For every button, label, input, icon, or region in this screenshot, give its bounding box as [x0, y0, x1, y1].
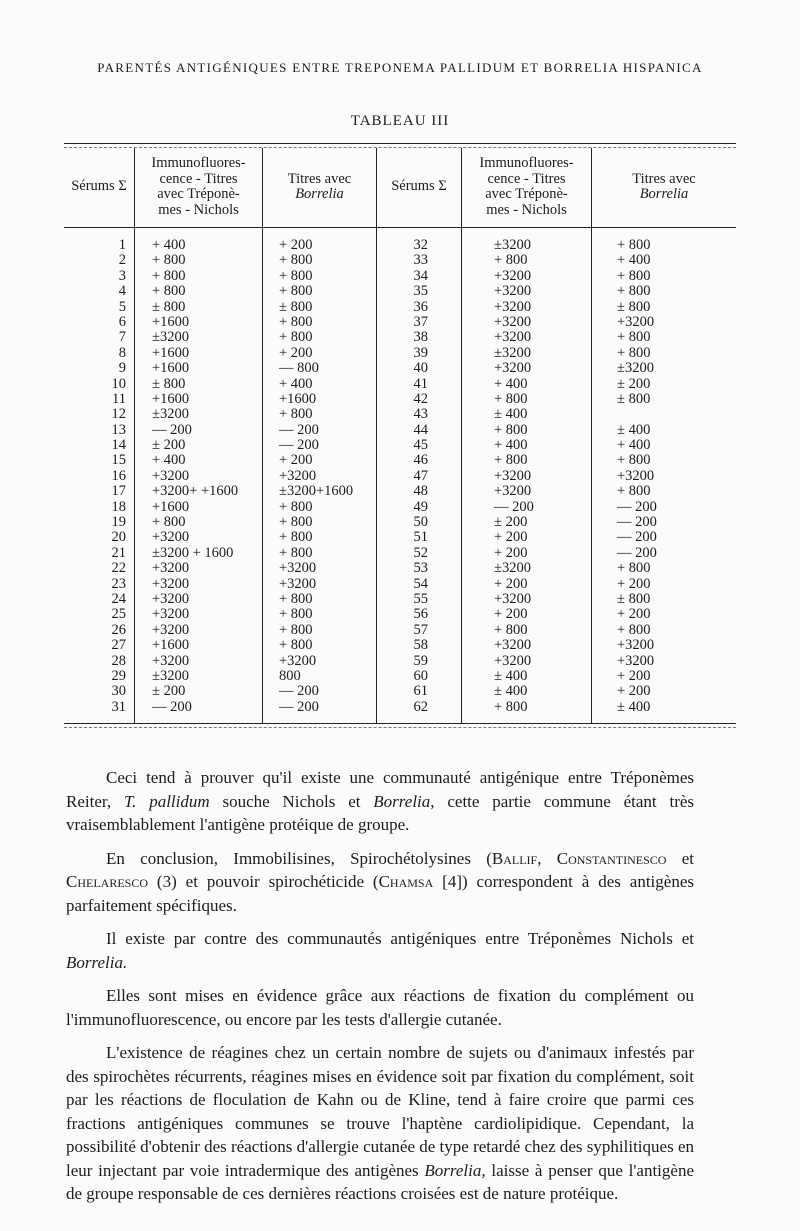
table-cell: + 800 [279, 283, 313, 300]
table-cell: 59 [413, 652, 428, 669]
table-cell: +3200 [494, 313, 532, 330]
table-cell: 37 [413, 313, 428, 330]
table-cell: + 800 [152, 267, 186, 284]
table-cell: — 200 [279, 421, 319, 438]
table-cell: +3200 [617, 652, 655, 669]
table-cell: +3200 [279, 560, 317, 577]
table-cell: +3200 [279, 467, 317, 484]
table-cell: 62 [413, 698, 428, 715]
table-cell: 52 [413, 544, 428, 561]
column-left-borrelia [279, 238, 375, 715]
table-cell: ± 400 [494, 683, 528, 700]
table-cell: 11 [112, 390, 126, 407]
header-line: mes - Nichols [158, 201, 239, 218]
col-divider [461, 148, 462, 723]
header-line: Immunofluores- [479, 155, 574, 171]
table-cell: + 800 [279, 267, 313, 284]
table-cell: + 200 [617, 683, 651, 700]
table-cell: + 200 [617, 667, 651, 684]
table-cell: 44 [413, 421, 428, 438]
table-cell: 15 [111, 452, 126, 469]
header-serums-right [377, 150, 461, 224]
table-cell: 56 [413, 606, 428, 623]
table-cell: — 200 [152, 421, 192, 438]
table-cell: — 200 [617, 544, 657, 561]
table-cell: + 800 [617, 267, 651, 284]
table-cell: 17 [111, 483, 126, 500]
header-line: mes - Nichols [486, 201, 567, 218]
table-cell: +3200 [152, 621, 190, 638]
table-cell: ± 200 [494, 514, 528, 531]
table-cell: 12 [111, 406, 126, 423]
table-top-rule-2 [64, 147, 736, 148]
header-line: Titres avec [287, 170, 352, 187]
table-cell: 41 [413, 375, 428, 392]
table-cell: +3200 [279, 575, 317, 592]
table-cell: ±3200 + 1600 [152, 544, 234, 561]
table-cell: 55 [413, 590, 428, 607]
table-cell: ± 800 [617, 390, 651, 407]
table-cell: + 400 [617, 252, 651, 269]
table-cell: +1600 [152, 344, 190, 361]
table-cell: + 800 [617, 237, 651, 253]
table-top-rule [64, 143, 736, 144]
table-cell: 42 [413, 390, 428, 407]
table-cell: 33 [413, 252, 428, 269]
table-cell: + 800 [279, 313, 313, 330]
header-immuno-right [462, 150, 591, 224]
table-cell: +3200 [617, 313, 655, 330]
table-cell: + 800 [494, 421, 528, 438]
header-immuno-left [135, 150, 262, 224]
table-cell: + 800 [279, 329, 313, 346]
table-cell: 26 [111, 621, 126, 638]
table-cell: 1 [118, 237, 126, 253]
table-cell: 48 [413, 483, 428, 500]
table-cell: + 400 [494, 437, 528, 454]
table-cell: 2 [118, 252, 126, 269]
table-cell: ±3200 [494, 237, 531, 253]
table-cell: — 200 [617, 498, 657, 515]
table-cell: ± 800 [279, 298, 313, 315]
table-cell: + 400 [279, 375, 313, 392]
table-cell: ± 400 [494, 667, 528, 684]
table-cell: ± 200 [152, 437, 186, 454]
table-cell: + 200 [494, 529, 528, 546]
table-cell: — 200 [279, 683, 319, 700]
table-cell: 39 [413, 344, 428, 361]
header-line: Immunofluores- [151, 155, 246, 171]
table-cell: 28 [111, 652, 126, 669]
table-cell: + 800 [494, 621, 528, 638]
table-cell: ± 200 [617, 375, 651, 392]
table-cell: + 800 [279, 590, 313, 607]
table-cell: + 800 [494, 452, 528, 469]
table-cell: +3200 [494, 483, 532, 500]
table-cell: + 400 [152, 452, 186, 469]
table-cell: + 200 [617, 575, 651, 592]
table-cell: 49 [413, 498, 428, 515]
table-cell: 3 [118, 267, 126, 284]
table-cell: 4 [118, 283, 126, 300]
table-cell: 40 [413, 360, 428, 377]
header-bottom-rule [64, 227, 736, 228]
col-divider [376, 148, 377, 723]
table-cell: +3200 [152, 606, 190, 623]
body-text [66, 766, 694, 1216]
table-cell: +3200 [617, 637, 655, 654]
table-cell: ± 400 [617, 698, 651, 715]
header-line: avec Tréponè- [157, 186, 240, 202]
table-cell: 8 [118, 344, 126, 361]
table-cell: — 200 [617, 529, 657, 546]
table-cell: + 400 [152, 237, 186, 253]
table-cell: ±3200+1600 [279, 483, 354, 500]
table-cell: ±3200 [494, 344, 531, 361]
table-cell: 58 [413, 637, 428, 654]
table-cell: 60 [413, 667, 428, 684]
header-line: Titres avec [632, 170, 696, 187]
table-cell: 16 [111, 467, 126, 484]
table-cell: + 800 [494, 698, 528, 715]
header-serums-left [64, 150, 134, 224]
table-cell: +1600 [152, 498, 190, 515]
table-cell: + 200 [617, 606, 651, 623]
header-line: cence - Titres [487, 170, 566, 187]
table-cell: ±3200 [494, 560, 531, 577]
table-cell: 6 [118, 313, 126, 330]
table-cell: 50 [413, 514, 428, 531]
table-cell: 7 [118, 329, 126, 346]
table-cell: +3200 [152, 652, 190, 669]
column-left-immuno [152, 238, 262, 715]
column-left-serums [70, 238, 126, 715]
table-cell: + 200 [279, 452, 313, 469]
paragraph-4: Elles sont mises en évidence grâce aux réactions de fixation du complément ou l'immunofluorescence, ou encore par les tests d'allergie cutanée. [66, 986, 694, 1029]
table-cell: 10 [111, 375, 126, 392]
table-cell: 30 [111, 683, 126, 700]
table-cell: 57 [413, 621, 428, 638]
table-cell: 22 [111, 560, 126, 577]
table-cell: + 200 [494, 544, 528, 561]
table-cell: + 800 [279, 529, 313, 546]
table-cell: 21 [111, 544, 126, 561]
table-cell: +3200 [494, 267, 532, 284]
running-head: PARENTÉS ANTIGÉNIQUES ENTRE TREPONEMA PALLIDUM ET BORRELIA HISPANICA [97, 60, 703, 75]
table-cell: + 800 [279, 406, 313, 423]
paragraph-2: En conclusion, Immobilisines, Spirochétolysines (Ballif, Constantinesco et Chelaresco (3) et pouvoir spirochéticide (Chamsa [4]) correspondent à des antigènes parfaitement spécifiques. [66, 848, 694, 915]
table-cell: 61 [413, 683, 428, 700]
table-cell: +1600 [152, 637, 190, 654]
table-cell: + 800 [279, 544, 313, 561]
table-cell: +3200 [152, 590, 190, 607]
table-cell: 54 [413, 575, 428, 592]
table-cell: +3200 [617, 467, 655, 484]
table-cell: ±3200 [152, 406, 189, 423]
table-cell: + 400 [617, 437, 651, 454]
table-cell: +3200 [152, 467, 190, 484]
table-cell: 35 [413, 283, 428, 300]
table-cell: + 200 [494, 575, 528, 592]
table-cell: +3200 [494, 652, 532, 669]
table-cell: + 800 [617, 560, 651, 577]
column-right-borrelia [617, 238, 727, 715]
table-cell: 19 [111, 514, 126, 531]
table-cell: + 800 [152, 252, 186, 269]
table-cell: ± 400 [617, 421, 651, 438]
table-cell: +1600 [152, 390, 190, 407]
table-cell: 9 [118, 360, 126, 377]
table-cell: 32 [413, 237, 428, 253]
table-cell: 34 [413, 267, 428, 284]
table-cell: +3200 [494, 283, 532, 300]
header-serums-text: Sérums Σ [71, 178, 127, 195]
table-cell: + 200 [279, 237, 313, 253]
paragraph-1: Ceci tend à prouver qu'il existe une communauté antigénique entre Tréponèmes Reiter, T. pallidum souche Nichols et Borrelia, cette partie commune étant très vraisemblablement l'antigène protéique de groupe. [66, 768, 695, 834]
table-cell: 14 [111, 437, 126, 454]
header-borrelia-right [592, 150, 736, 224]
table-bottom-rule-2 [64, 727, 736, 728]
table-cell: ±3200 [152, 329, 189, 346]
paragraph-5: L'existence de réagines chez un certain nombre de sujets ou d'animaux infestés par des spirochètes récurrents, réagines mises en évidence soit par fixation du complément, soit par les réactions de floculation de Kahn ou de Kline, tend à faire croire que parmi ces fractions antigéniques communes se trouve l'haptène cardiolipidique. Cependant, la possibilité d'obtenir des réactions d'allergie cutanée de type retardé chez des syphilitiques en leur injectant par voie intradermique des antigènes Borrelia, laisse à penser que l'antigène de groupe responsable de ces dernières réactions croisées est de nature protéique. [66, 1043, 694, 1203]
header-line-italic: Borrelia [295, 186, 344, 202]
table-cell: + 200 [279, 344, 313, 361]
paragraph-3: Il existe par contre des communautés antigéniques entre Tréponèmes Nichols et Borrelia. [66, 929, 694, 972]
table-cell: 38 [413, 329, 428, 346]
table-bottom-rule [64, 723, 736, 724]
table-cell: 36 [413, 298, 428, 315]
table-cell: + 200 [494, 606, 528, 623]
table-cell: +3200 [152, 575, 190, 592]
table-cell: 51 [413, 529, 428, 546]
table-cell: + 800 [279, 252, 313, 269]
col-divider [134, 148, 135, 723]
table-cell: — 200 [494, 498, 534, 515]
table-cell: + 800 [617, 452, 651, 469]
table-cell: 29 [111, 667, 126, 684]
table-cell: + 800 [279, 514, 313, 531]
table-cell: 46 [413, 452, 428, 469]
table-cell: + 800 [617, 483, 651, 500]
table-cell: 27 [111, 637, 126, 654]
col-divider [591, 148, 592, 723]
table-cell: +3200 [494, 590, 532, 607]
table-cell: + 800 [617, 621, 651, 638]
table-cell: 45 [413, 437, 428, 454]
table-cell: + 800 [279, 621, 313, 638]
table-cell: + 800 [279, 637, 313, 654]
table-cell: +1600 [152, 360, 190, 377]
table-cell: + 800 [152, 514, 186, 531]
column-right-serums [380, 238, 428, 715]
table-cell: +3200 [494, 467, 532, 484]
header-line-italic: Borrelia [639, 186, 689, 202]
table-cell: 47 [413, 467, 428, 484]
table-cell: ± 800 [152, 298, 186, 315]
table-title: TABLEAU III [350, 113, 450, 129]
table-cell: ± 200 [152, 683, 186, 700]
table-cell: ± 800 [152, 375, 186, 392]
table-cell: + 800 [494, 252, 528, 269]
table-cell: 31 [111, 698, 126, 715]
table-cell: +3200 [494, 329, 532, 346]
table-cell: + 800 [494, 390, 528, 407]
table-cell: 25 [111, 606, 126, 623]
table-cell: ±3200 [152, 667, 189, 684]
header-borrelia-left [263, 150, 376, 224]
table-cell: +3200 [152, 560, 190, 577]
table-cell: 5 [118, 298, 126, 315]
table-cell: +1600 [279, 390, 317, 407]
table-cell: +3200+ +1600 [152, 483, 239, 500]
table-cell: ± 800 [617, 298, 651, 315]
col-divider [262, 148, 263, 723]
header-line: cence - Titres [159, 170, 238, 187]
table-cell: — 800 [279, 360, 319, 377]
table-cell: + 800 [152, 283, 186, 300]
table-cell: +3200 [494, 360, 532, 377]
table-cell: ± 800 [617, 590, 651, 607]
table-cell: + 800 [279, 606, 313, 623]
header-serums-text: Sérums Σ [391, 178, 447, 195]
table-cell: +3200 [494, 637, 532, 654]
table-cell: — 200 [279, 437, 319, 454]
table-cell: — 200 [617, 514, 657, 531]
table-cell: +3200 [279, 652, 317, 669]
table-cell: + 400 [494, 375, 528, 392]
table-cell: 13 [111, 421, 126, 438]
table-cell: + 800 [617, 344, 651, 361]
table-cell [617, 407, 727, 422]
table-cell: 20 [111, 529, 126, 546]
table-cell: + 800 [617, 283, 651, 300]
table-cell: 24 [111, 590, 126, 607]
table-cell: 43 [413, 406, 428, 423]
table-cell: +3200 [152, 529, 190, 546]
table-cell: ±3200 [617, 360, 654, 377]
table-cell: +3200 [494, 298, 532, 315]
table-cell: 23 [111, 575, 126, 592]
table-cell: +1600 [152, 313, 190, 330]
table-cell: — 200 [152, 698, 192, 715]
table-cell: 18 [111, 498, 126, 515]
header-line: avec Tréponè- [485, 186, 568, 202]
table-cell: + 800 [279, 498, 313, 515]
table-cell: ± 400 [494, 406, 528, 423]
column-right-immuno [494, 238, 590, 715]
table-cell: + 800 [617, 329, 651, 346]
table-cell: 53 [413, 560, 428, 577]
table-cell: — 200 [279, 698, 319, 715]
table-cell: 800 [279, 667, 301, 684]
